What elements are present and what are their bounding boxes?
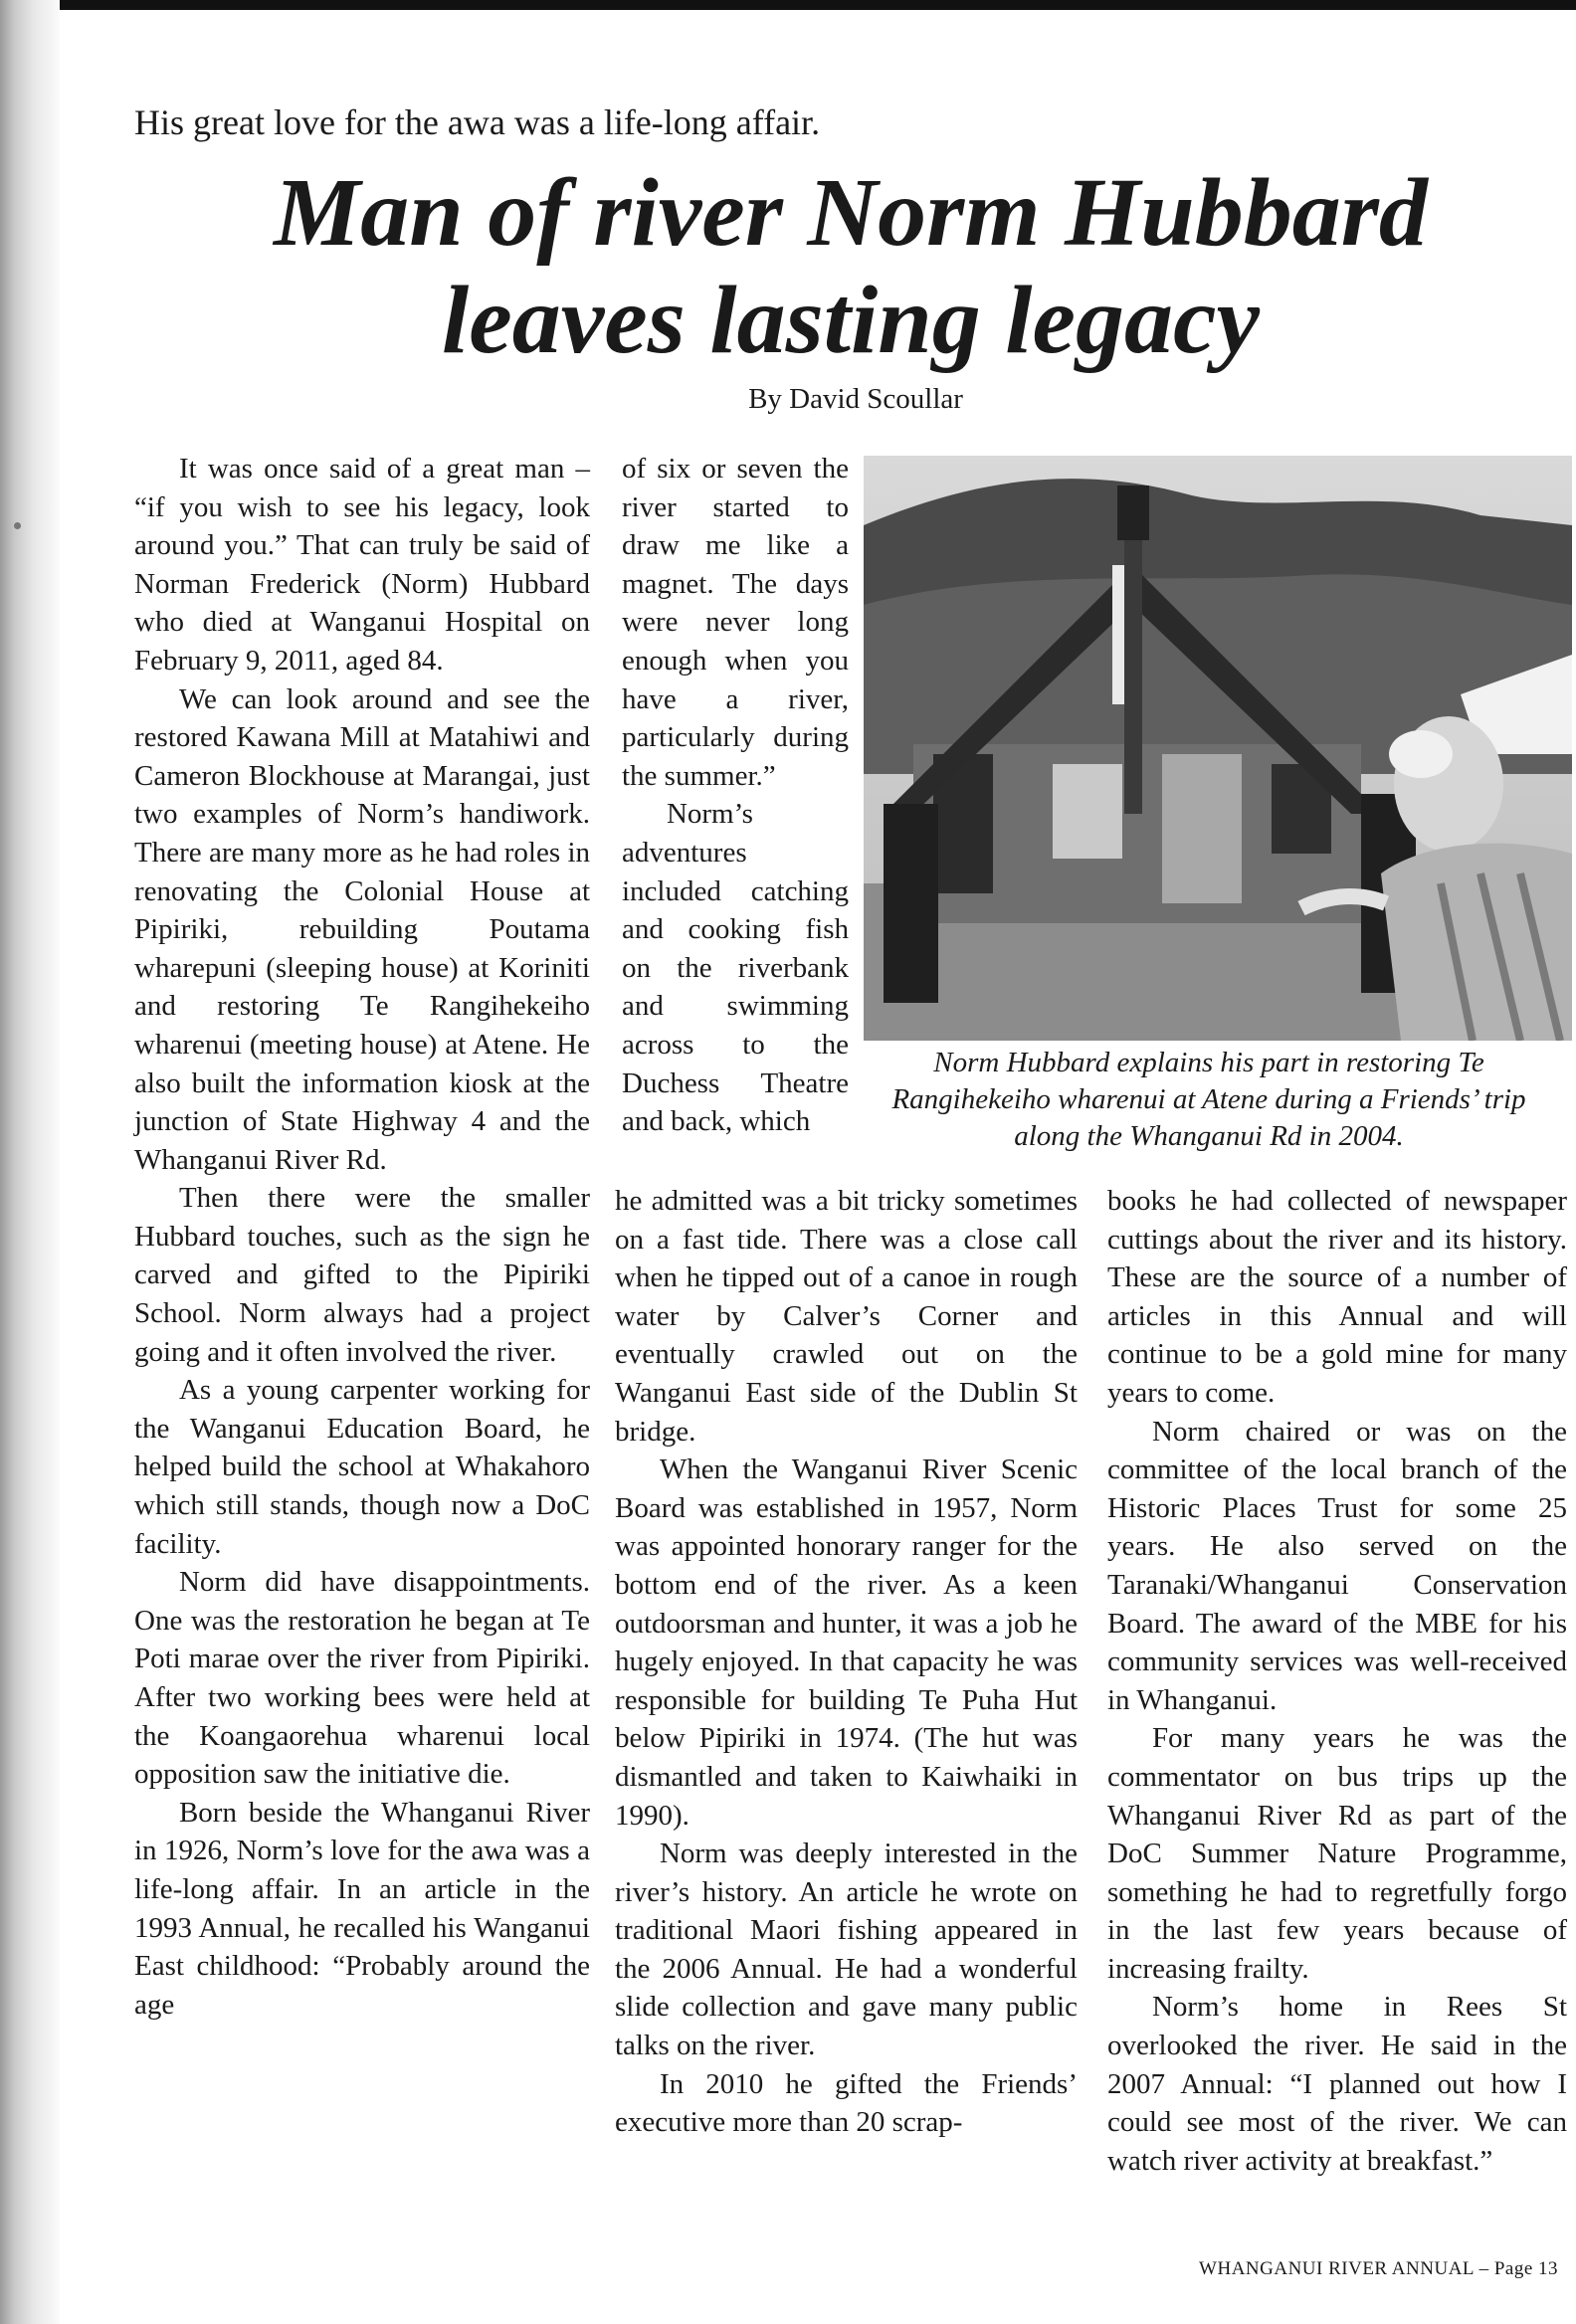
- paragraph: Born beside the Whanganui River in 1926, Norm’s love for the awa was a life-long affair. In an article in the 1993 Annual, he recalled his Wanganui East childhood: “Probably around the age: [134, 1796, 590, 2021]
- paragraph: We can look around and see the restored Kawana Mill at Matahiwi and Cameron Blockhouse at Marangai, just two examples of Norm’s handiwork. There are many more as he had roles in renovating the Colonial House at Pipiriki, rebuilding Poutama wharepuni (sleeping house) at Koriniti and restoring Te Rangihekeiho wharenui (meeting house) at Atene. He also built the information kiosk at the junction of State Highway 4 and the Whanganui River Rd.: [134, 682, 590, 1176]
- paragraph: Norm’s home in Rees St overlooked the river. He said in the 2007 Annual: “I planned out how I could see most of the river. We can watch river activity at breakfast.”: [1107, 1991, 1567, 2177]
- paragraph: As a young carpenter working for the Wanganui Education Board, he helped build the school at Whakahoro which still stands, though now a DoC facility.: [134, 1374, 590, 1560]
- column-1: [134, 450, 590, 2024]
- paragraph: Norm chaired or was on the committee of the local branch of the Historic Places Trust for some 25 years. He also served on the Taranaki/Whanganui Conservation Board. The award of the MBE for his community services was well-received in Whanganui.: [1107, 1415, 1567, 1716]
- top-edge-bar: [0, 0, 1576, 10]
- column-3: [1107, 1182, 1567, 2180]
- paragraph: When the Wanganui River Scenic Board was established in 1957, Norm was appointed honorary ranger for the bottom end of the river. As a keen outdoorsman and hunter, it was a job he hugely enjoyed. In that capacity he was responsible for building Te Puha Hut below Pipiriki in 1974. (The hut was dismantled and taken to Kaiwhaiki in 1990).: [615, 1453, 1078, 1832]
- paragraph: books he had collected of newspaper cuttings about the river and its history. These are the source of a number of articles in this Annual and will continue to be a gold mine for many years to come.: [1107, 1185, 1567, 1409]
- kicker: His great love for the awa was a life-long affair.: [134, 102, 821, 142]
- page-spine-shadow: [0, 0, 60, 2324]
- paragraph: Norm’s adventures included catching and cooking fish on the riverbank and swimming across to the Duchess Theatre and back, which: [622, 798, 849, 1138]
- column-2-top: [622, 450, 849, 1141]
- page-footer: WHANGANUI RIVER ANNUAL – Page 13: [1199, 2258, 1558, 2279]
- spine-mark: [14, 522, 21, 529]
- paragraph: It was once said of a great man – “if you wish to see his legacy, look around you.” That can truly be said of Norman Frederick (Norm) Hubbard who died at Wanganui Hospital on February 9, 2011, aged 84.: [134, 453, 590, 677]
- paragraph: he admitted was a bit tricky sometimes on a fast tide. There was a close call when he tipped out of a canoe in rough water by Calver’s Corner and eventually crawled out on the Wanganui East side of the Dublin St bridge.: [615, 1185, 1078, 1448]
- headline-line-1: Man of river Norm Hubbard: [274, 159, 1428, 267]
- paragraph: of six or seven the river started to draw me like a magnet. The days were never long enough when you have a river, particularly during the summer.”: [622, 453, 849, 792]
- paragraph: Then there were the smaller Hubbard touches, such as the sign he carved and gifted to the Pipiriki School. Norm always had a project going and it often involved the river.: [134, 1182, 590, 1368]
- wharenui-photo: [864, 456, 1572, 1041]
- photo-caption: Norm Hubbard explains his part in restoring Te Rangihekeiho wharenui at Atene during a Friends’ trip along the Whanganui Rd in 2004.: [891, 1047, 1526, 1152]
- byline: By David Scoullar: [748, 383, 963, 415]
- column-2-bottom: [615, 1182, 1078, 2142]
- paragraph: In 2010 he gifted the Friends’ executive more than 20 scrap-: [615, 2067, 1078, 2139]
- paragraph: For many years he was the commentator on bus trips up the Whanganui River Rd as part of the DoC Summer Nature Programme, something he had to regretfully forgo in the last few years because of increasing frailty.: [1107, 1722, 1567, 1985]
- paragraph: Norm was deeply interested in the river’s history. An article he wrote on traditional Maori fishing appeared in the 2006 Annual. He had a wonderful slide collection and gave many public talks on the river.: [615, 1838, 1078, 2062]
- headline: [149, 159, 1552, 374]
- paragraph: Norm did have disappointments. One was the restoration he began at Te Poti marae over the river from Pipiriki. After two working bees were held at the Koangaorehua wharenui local opposition saw the initiative die.: [134, 1566, 590, 1791]
- headline-line-2: leaves lasting legacy: [442, 267, 1260, 374]
